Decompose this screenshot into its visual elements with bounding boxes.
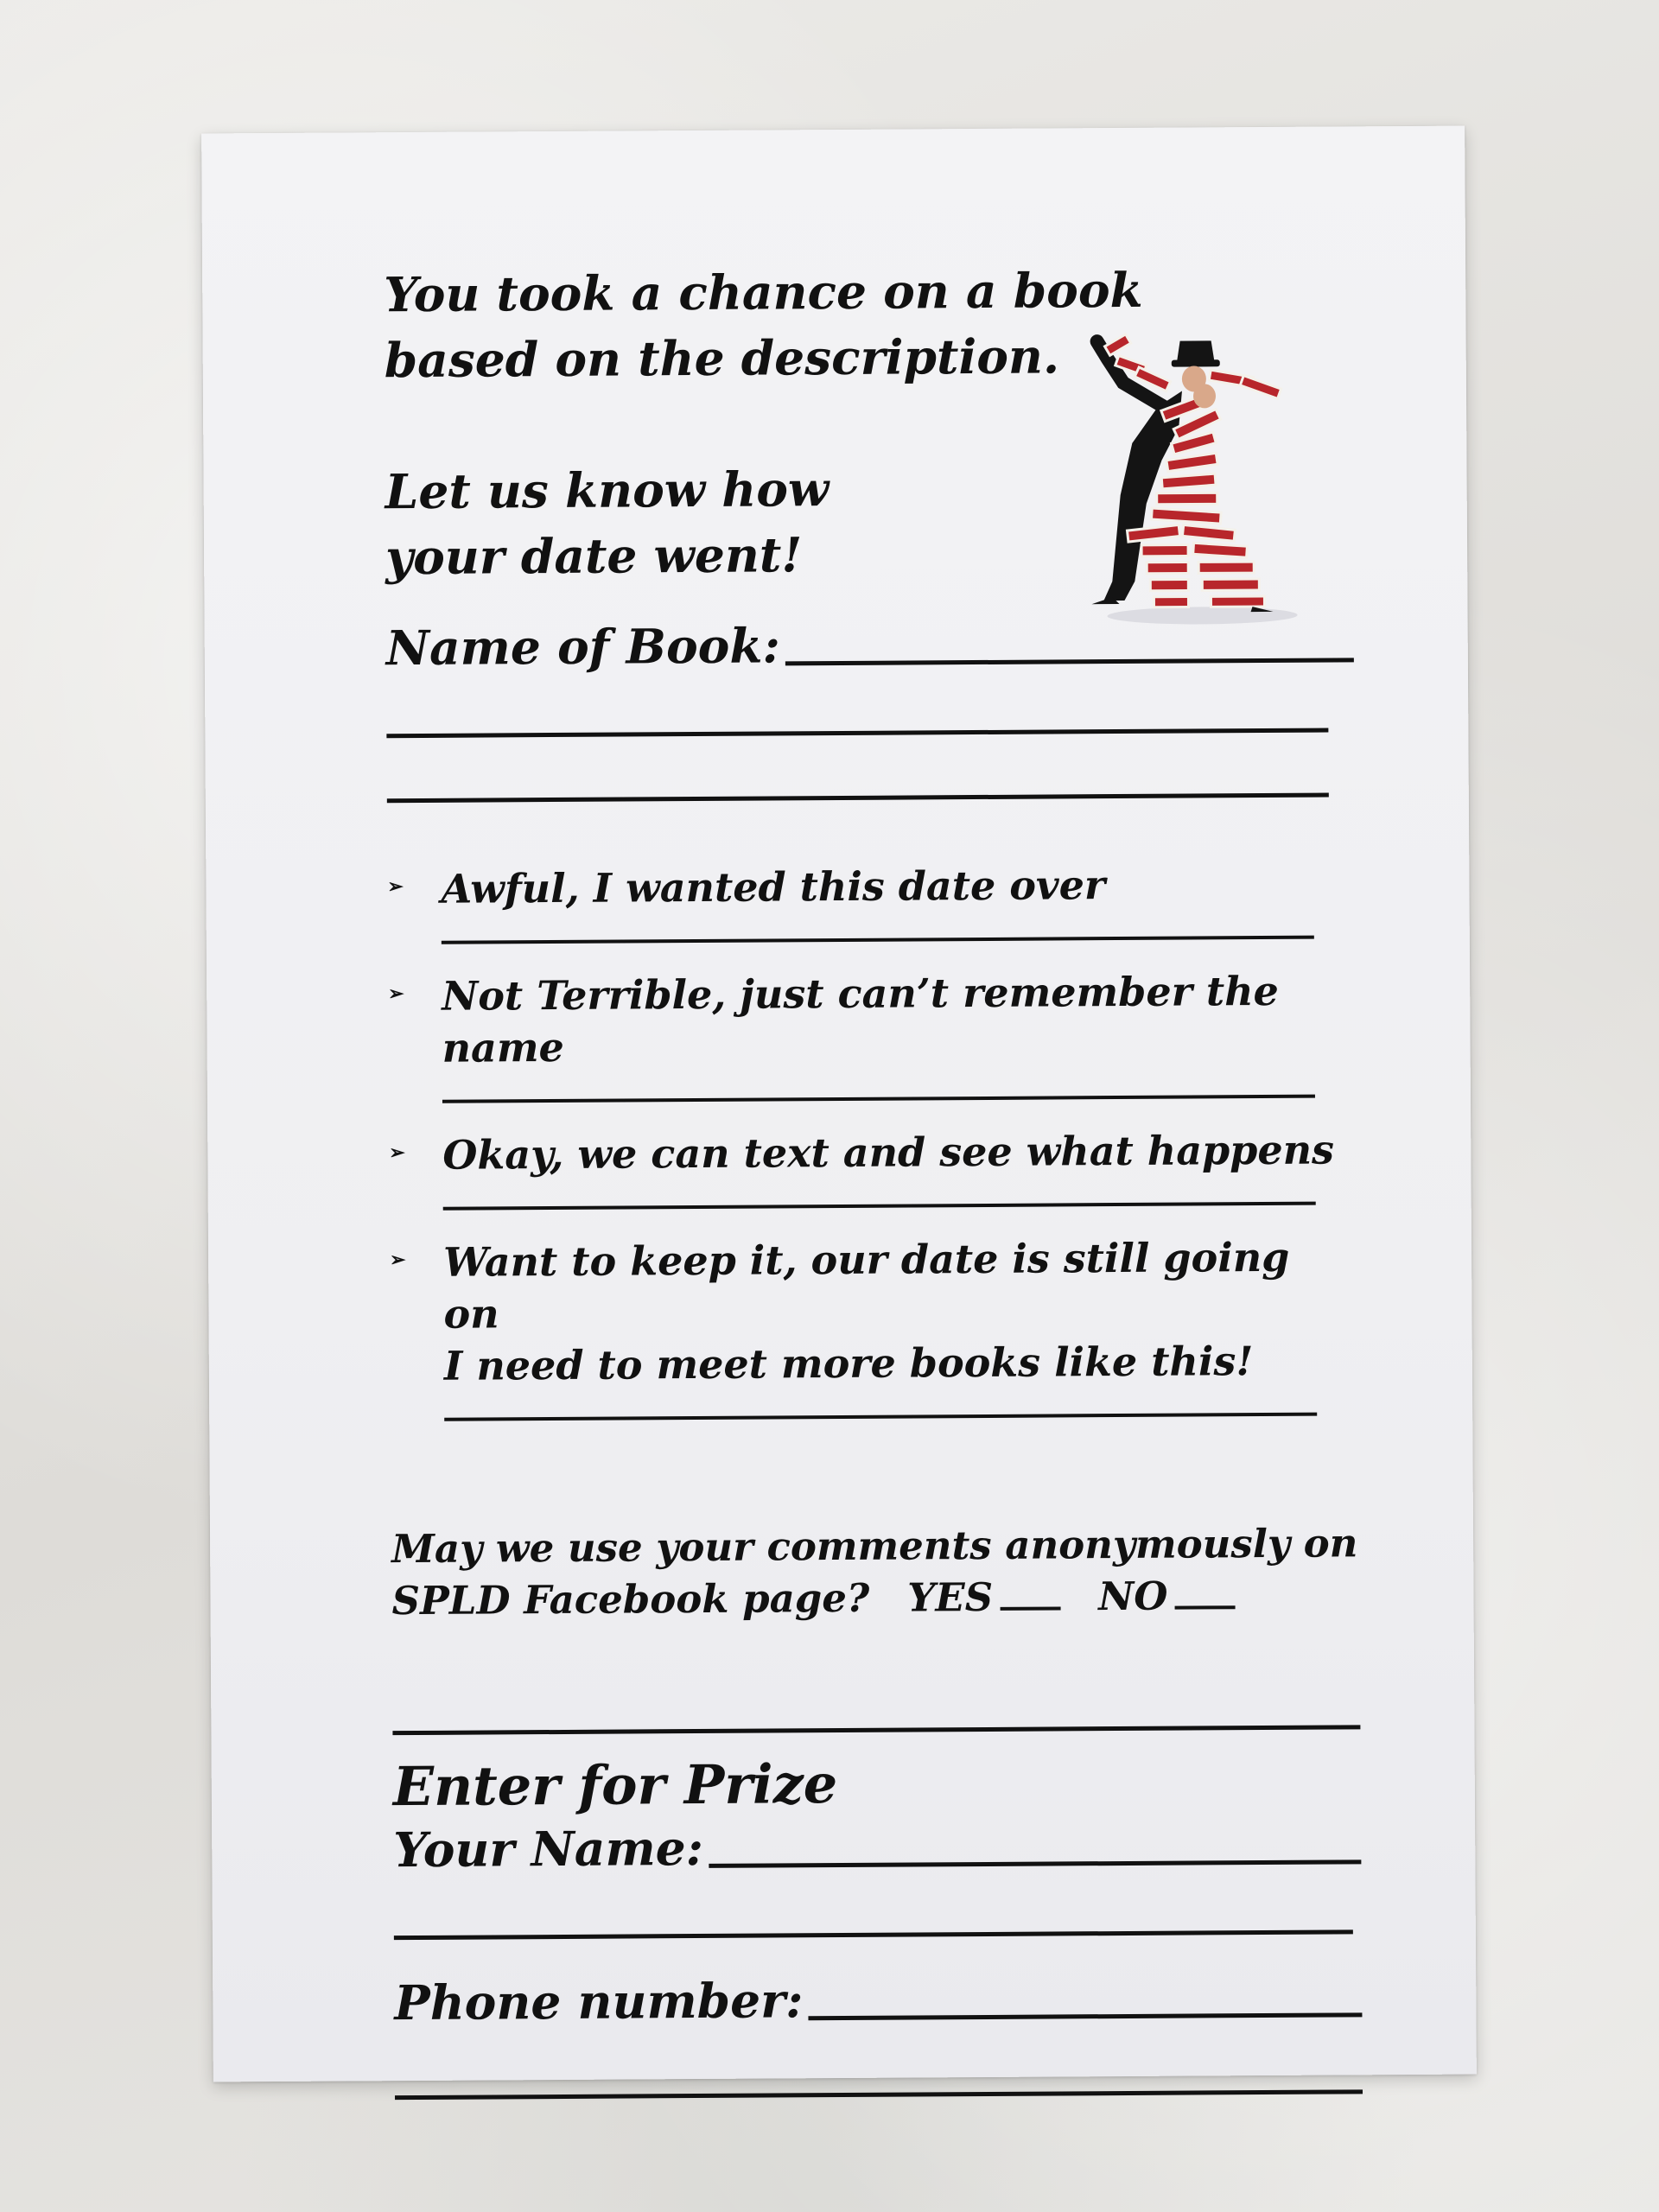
phone-row bbox=[394, 1968, 1362, 2031]
rating-option[interactable] bbox=[388, 964, 1357, 1103]
consent-yes-label: YES bbox=[907, 1573, 994, 1621]
intro-question: Let us know how your date went! bbox=[385, 461, 830, 586]
consent-no-label: NO bbox=[1098, 1573, 1168, 1620]
your-name-blank-2[interactable] bbox=[394, 1929, 1353, 1940]
rating-option[interactable] bbox=[390, 1230, 1358, 1421]
rating-option[interactable] bbox=[387, 857, 1356, 944]
consent-question bbox=[391, 1465, 1360, 1627]
rating-option-blank[interactable] bbox=[443, 1202, 1316, 1211]
arrow-bullet-icon: ➢ bbox=[390, 1249, 406, 1272]
rating-option-blank[interactable] bbox=[442, 936, 1314, 944]
book-name-blank[interactable] bbox=[785, 658, 1354, 665]
phone-blank[interactable] bbox=[809, 2012, 1363, 2020]
dancing-couple-of-books-icon bbox=[1071, 321, 1306, 630]
rating-option-text: Okay, we can text and see what happens bbox=[442, 1126, 1335, 1179]
phone-blank-2[interactable] bbox=[395, 2089, 1363, 2100]
your-name-label: Your Name: bbox=[393, 1819, 704, 1878]
rating-option-blank[interactable] bbox=[442, 1095, 1315, 1103]
consent-yes-blank[interactable] bbox=[1000, 1606, 1060, 1610]
rating-option-text: Want to keep it, our date is still going on I need to meet more books like this! bbox=[442, 1233, 1290, 1389]
section-divider-line bbox=[392, 1725, 1360, 1735]
arrow-bullet-icon: ➢ bbox=[387, 875, 404, 899]
prize-title: Enter for Prize bbox=[392, 1752, 838, 1819]
arrow-bullet-icon: ➢ bbox=[389, 1141, 405, 1165]
phone-label: Phone number: bbox=[394, 1972, 804, 2031]
book-name-blank-2[interactable] bbox=[386, 728, 1328, 739]
consent-question-text: May we use your comments anonymously on SPLD Facebook page? bbox=[391, 1520, 1358, 1624]
intro-text: You took a chance on a book based on the description. bbox=[384, 261, 1143, 389]
your-name-blank[interactable] bbox=[709, 1859, 1361, 1868]
book-name-label: Name of Book: bbox=[385, 617, 780, 677]
arrow-bullet-icon: ➢ bbox=[388, 982, 404, 1006]
rating-options bbox=[387, 857, 1358, 1421]
feedback-form-sheet bbox=[201, 126, 1477, 2082]
rating-option-text: Not Terrible, just can’t remember the name bbox=[442, 967, 1280, 1071]
consent-no-blank[interactable] bbox=[1175, 1605, 1236, 1609]
rating-option[interactable] bbox=[389, 1123, 1357, 1211]
your-name-row bbox=[393, 1815, 1361, 1878]
rating-option-text: Awful, I wanted this date over bbox=[441, 861, 1106, 912]
book-name-blank-3[interactable] bbox=[387, 793, 1329, 804]
rating-option-blank[interactable] bbox=[444, 1413, 1317, 1421]
